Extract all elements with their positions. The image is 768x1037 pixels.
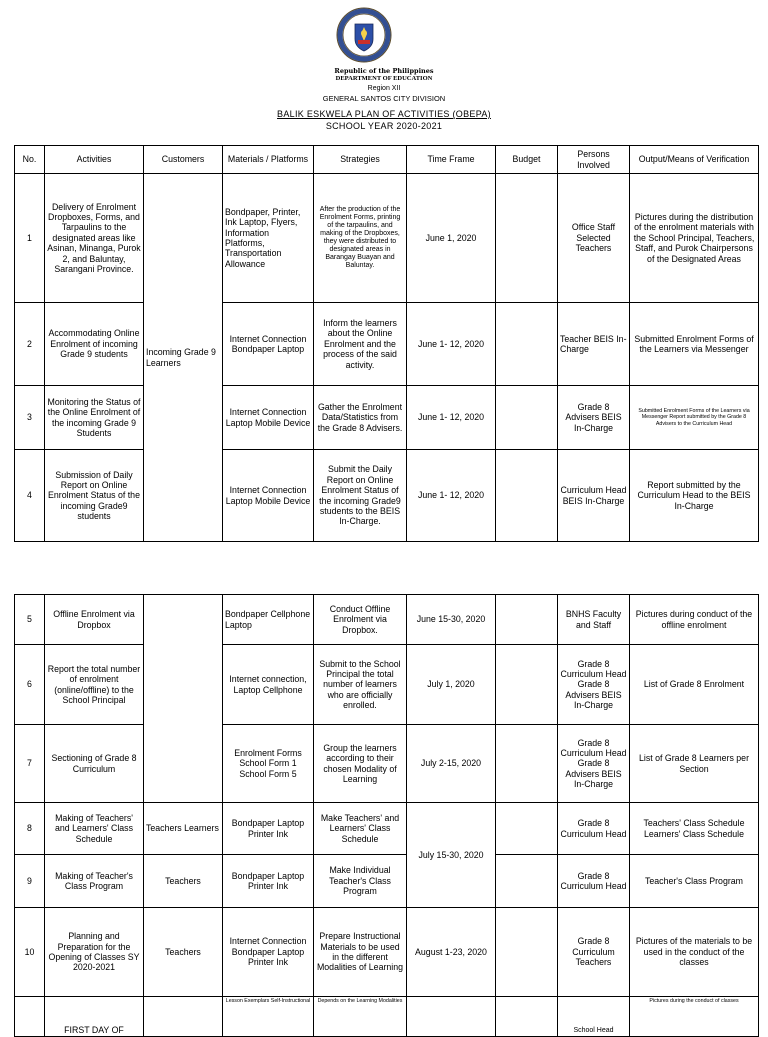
- row-no: 8: [15, 803, 45, 855]
- row-activity: Sectioning of Grade 8 Curriculum: [45, 725, 144, 803]
- row-time-frame: June 1- 12, 2020: [407, 386, 496, 450]
- table-row: [15, 855, 759, 908]
- row-output: Submitted Enrolment Forms of the Learners via Messenger: [630, 303, 759, 386]
- row-time-frame: August 1-23, 2020: [407, 908, 496, 997]
- table-row: [15, 174, 759, 303]
- row-customers-empty: [144, 595, 223, 803]
- row-materials: Enrolment Forms School Form 1 School Form 5: [223, 725, 314, 803]
- row-budget: [496, 595, 558, 645]
- row-budget: [496, 855, 558, 908]
- row-strategy: Group the learners according to their chosen Modality of Learning: [314, 725, 407, 803]
- row-persons: Grade 8 Curriculum Head Grade 8 Advisers BEIS In-Charge: [558, 725, 630, 803]
- division-label: GENERAL SANTOS CITY DIVISION: [322, 94, 446, 103]
- row-persons: School Head: [558, 997, 630, 1037]
- row-persons: Grade 8 Curriculum Head: [558, 803, 630, 855]
- row-budget: [496, 997, 558, 1037]
- table-row: [15, 386, 759, 450]
- row-customers: Teachers: [144, 908, 223, 997]
- row-materials: Internet Connection Bondpaper Laptop Printer Ink: [223, 908, 314, 997]
- row-activity: Report the total number of enrolment (online/offline) to the School Principal: [45, 645, 144, 725]
- row-strategy: Inform the learners about the Online Enrolment and the process of the said activity.: [314, 303, 407, 386]
- school-year: SCHOOL YEAR 2020-2021: [325, 121, 443, 131]
- row-materials: Lesson Exemplars Self-Instructional: [223, 997, 314, 1037]
- row-time-frame: June 1, 2020: [407, 174, 496, 303]
- row-output: Report submitted by the Curriculum Head to the BEIS In-Charge: [630, 450, 759, 542]
- row-output: Teacher's Class Program: [630, 855, 759, 908]
- row-activity: Offline Enrolment via Dropbox: [45, 595, 144, 645]
- row-persons: BNHS Faculty and Staff: [558, 595, 630, 645]
- table-row: [15, 908, 759, 997]
- row-strategy: Submit the Daily Report on Online Enrolment Status of the incoming Grade9 students to the BEIS In-Charge.: [314, 450, 407, 542]
- row-persons: Grade 8 Advisers BEIS In-Charge: [558, 386, 630, 450]
- table-row: [15, 645, 759, 725]
- col-header-customers: Customers: [144, 146, 223, 174]
- deped-seal-icon: [329, 7, 399, 63]
- row-persons: Grade 8 Curriculum Head: [558, 855, 630, 908]
- row-no: 6: [15, 645, 45, 725]
- row-no: 2: [15, 303, 45, 386]
- department-label: DEPARTMENT OF EDUCATION: [335, 75, 433, 82]
- row-output: Teachers' Class Schedule Learners' Class Schedule: [630, 803, 759, 855]
- row-materials: Bondpaper Cellphone Laptop: [223, 595, 314, 645]
- row-materials: Internet Connection Laptop Mobile Device: [223, 450, 314, 542]
- row-strategy: After the production of the Enrolment Forms, printing of the tarpaulins, and making of the Dropboxes, they were distributed to designated areas in Barangay Buayan and Baluntay.: [314, 174, 407, 303]
- table-row: [15, 997, 759, 1037]
- row-output: Pictures of the materials to be used in the conduct of the classes: [630, 908, 759, 997]
- row-time-frame: July 2-15, 2020: [407, 725, 496, 803]
- row-output: Pictures during conduct of the offline enrolment: [630, 595, 759, 645]
- table-header-row: [15, 146, 759, 174]
- col-header-materials: Materials / Platforms: [223, 146, 314, 174]
- row-activity: Monitoring the Status of the Online Enrolment of the incoming Grade 9 Students: [45, 386, 144, 450]
- row-budget: [496, 450, 558, 542]
- row-no: 9: [15, 855, 45, 908]
- row-no: 4: [15, 450, 45, 542]
- row-output: List of Grade 8 Learners per Section: [630, 725, 759, 803]
- row-budget: [496, 803, 558, 855]
- row-time-frame: [407, 997, 496, 1037]
- col-header-persons: Persons Involved: [558, 146, 630, 174]
- plan-table-page-2: [14, 594, 759, 1037]
- row-budget: [496, 645, 558, 725]
- row-customers: Teachers: [144, 855, 223, 908]
- row-strategy: Prepare Instructional Materials to be used in the different Modalities of Learning: [314, 908, 407, 997]
- row-materials: Internet connection, Laptop Cellphone: [223, 645, 314, 725]
- row-strategy: Conduct Offline Enrolment via Dropbox.: [314, 595, 407, 645]
- table-row: [15, 595, 759, 645]
- table-row: [15, 450, 759, 542]
- row-activity: Delivery of Enrolment Dropboxes, Forms, and Tarpaulins to the designated areas like Asinan, Minanga, Purok 2, and Baluntay, Sarangani Province.: [45, 174, 144, 303]
- document-title: BALIK ESKWELA PLAN OF ACTIVITIES (OBEPA): [277, 109, 491, 119]
- row-budget: [496, 174, 558, 303]
- col-header-no: No.: [15, 146, 45, 174]
- row-no: 3: [15, 386, 45, 450]
- row-time-frame: June 15-30, 2020: [407, 595, 496, 645]
- row-budget: [496, 908, 558, 997]
- row-output: Pictures during the conduct of classes: [630, 997, 759, 1037]
- row-customers: Teachers Learners: [144, 803, 223, 855]
- row-budget: [496, 303, 558, 386]
- row-no: 10: [15, 908, 45, 997]
- row-time-frame: July 15-30, 2020: [407, 803, 496, 908]
- row-budget: [496, 386, 558, 450]
- col-header-budget: Budget: [496, 146, 558, 174]
- row-activity: Accommodating Online Enrolment of incoming Grade 9 students: [45, 303, 144, 386]
- col-header-strategies: Strategies: [314, 146, 407, 174]
- row-materials: Internet Connection Bondpaper Laptop: [223, 303, 314, 386]
- region-label: Region XII: [367, 85, 401, 92]
- row-strategy: Make Individual Teacher's Class Program: [314, 855, 407, 908]
- row-strategy: Make Teachers' and Learners' Class Schedule: [314, 803, 407, 855]
- row-activity: Submission of Daily Report on Online Enrolment Status of the incoming Grade9 students: [45, 450, 144, 542]
- table-row: [15, 725, 759, 803]
- row-time-frame: June 1- 12, 2020: [407, 450, 496, 542]
- republic-label: Republic of the Philippines: [334, 67, 434, 75]
- col-header-activities: Activities: [45, 146, 144, 174]
- row-output: Pictures during the distribution of the enrolment materials with the School Principal, Teachers, Staff, and Purok Chairpersons of the Designated Areas: [630, 174, 759, 303]
- row-persons: Grade 8 Curriculum Head Grade 8 Advisers BEIS In-Charge: [558, 645, 630, 725]
- row-persons: Curriculum Head BEIS In-Charge: [558, 450, 630, 542]
- row-no: [15, 997, 45, 1037]
- row-activity: Making of Teacher's Class Program: [45, 855, 144, 908]
- row-persons: Teacher BEIS In-Charge: [558, 303, 630, 386]
- row-time-frame: June 1- 12, 2020: [407, 303, 496, 386]
- row-customers-merged: Incoming Grade 9 Learners: [144, 174, 223, 542]
- row-activity: Making of Teachers' and Learners' Class Schedule: [45, 803, 144, 855]
- row-materials: Internet Connection Laptop Mobile Device: [223, 386, 314, 450]
- row-no: 7: [15, 725, 45, 803]
- row-strategy: Depends on the Learning Modalities: [314, 997, 407, 1037]
- col-header-output: Output/Means of Verification: [630, 146, 759, 174]
- row-materials: Bondpaper, Printer, Ink Laptop, Flyers, Information Platforms, Transportation Allowance: [223, 174, 314, 303]
- row-no: 1: [15, 174, 45, 303]
- row-output: Submitted Enrolment Forms of the Learners via Messenger Report submitted by the Grade 8 Advisers to the Curriculum Head: [630, 386, 759, 450]
- col-header-time-frame: Time Frame: [407, 146, 496, 174]
- row-materials: Bondpaper Laptop Printer Ink: [223, 803, 314, 855]
- row-persons: Office Staff Selected Teachers: [558, 174, 630, 303]
- table-row: [15, 803, 759, 855]
- plan-table-page-1: [14, 145, 759, 542]
- row-budget: [496, 725, 558, 803]
- row-persons: Grade 8 Curriculum Teachers: [558, 908, 630, 997]
- row-no: 5: [15, 595, 45, 645]
- row-output: List of Grade 8 Enrolment: [630, 645, 759, 725]
- row-customers-empty: [144, 997, 223, 1037]
- row-activity: FIRST DAY OF: [45, 997, 144, 1037]
- table-row: [15, 303, 759, 386]
- row-activity: Planning and Preparation for the Opening of Classes SY 2020-2021: [45, 908, 144, 997]
- row-time-frame: July 1, 2020: [407, 645, 496, 725]
- row-materials: Bondpaper Laptop Printer Ink: [223, 855, 314, 908]
- row-strategy: Gather the Enrolment Data/Statistics from the Grade 8 Advisers.: [314, 386, 407, 450]
- row-strategy: Submit to the School Principal the total number of learners who are officially enrolled.: [314, 645, 407, 725]
